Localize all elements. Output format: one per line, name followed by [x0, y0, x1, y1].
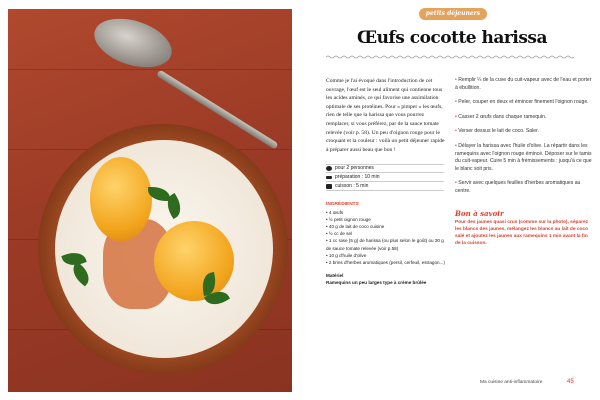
intro-text: Comme je l'ai évoqué dans l'introduction de cet ouvrage, l'œuf est le seul aliment qui contienne tous les acides aminés, ce qui favorise une assimilation optimale de ses protéines. Pour « pimper » les œufs, rien de telle que la harissa que vous pourrez remplacer, si vous préférez, par de la sauce tomate relevée (voir p. 58). Un peu d'oignon rouge pour le croquant et la couleur : voilà un petit déjeuner rapide à préparer aussi beau que bon !: [326, 78, 445, 153]
equipment-text: Ramequins un peu larges type à crème brûlée: [326, 279, 427, 285]
steps: [455, 77, 593, 203]
tip-heading: Bon à savoir: [455, 208, 504, 218]
right-column: [455, 77, 593, 248]
people-icon: [326, 166, 332, 171]
step: • Peler, couper en deux et émincer finement l'oignon rouge.: [455, 99, 589, 106]
equipment: [326, 273, 466, 286]
ingredients: [326, 201, 448, 266]
cook-time: cuisson : 5 min: [335, 182, 369, 189]
step: • Casser 2 œufs dans chaque ramequin.: [455, 113, 547, 120]
spoon: [88, 10, 178, 77]
ingredient-item: • 4 œufs: [326, 209, 344, 215]
knife-icon: [326, 176, 332, 179]
ingredient-item: • 2 brins d'herbes aromatiques (persil, cerfeuil, estragon...): [326, 259, 445, 265]
recipe-photo: [8, 9, 292, 392]
page-number: 45: [567, 379, 574, 385]
pot-icon: [326, 184, 332, 189]
ingredient-item: • 1 cc rase (5 g) de harissa (ou plus selon le goût) ou 30 g de sauce tomate relevée (voir p.58): [326, 238, 444, 251]
equipment-heading: Matériel: [326, 273, 344, 279]
yolk: [154, 221, 234, 301]
yolk: [90, 157, 152, 241]
ingredient-item: • 10 g d'huile d'olive: [326, 252, 367, 258]
prep-time: préparation : 10 min: [335, 173, 380, 180]
tip-text: Pour des jaunes quasi crus (comme sur la photo), séparez les blancs des jaunes, mélangez les blancs au lait de coco salé et ajoutez les jaunes aux ramequins 1 min avant la fin de la cuisson.: [455, 219, 589, 247]
wavy-divider: [326, 55, 574, 59]
ingredient-item: • ½ cc de sel: [326, 231, 353, 237]
ingredients-heading: INGRÉDIENTS: [326, 202, 359, 208]
recipe-title: Œufs cocotte harissa: [357, 28, 547, 48]
tip-box: [455, 209, 593, 248]
step: • Servir avec quelques feuilles d'herbes aromatiques au centre.: [455, 180, 581, 194]
servings: pour 2 personnes: [335, 165, 374, 172]
step: • Délayer la harissa avec l'huile d'olive. La répartir dans les ramequins avec l'oignon rouge émincé. Déposer sur le tamis du cuit-vapeur. Cuire 5 min à frémissements : jusqu'à ce que le blanc soit pris.: [455, 142, 592, 172]
ingredient-item: • 40 g de lait de coco cuisine: [326, 223, 385, 229]
step: • Verser dessus le lait de coco. Saler.: [455, 128, 539, 135]
left-column: [326, 77, 448, 286]
category-badge: petits déjeuners: [419, 8, 487, 20]
recipe-meta: [326, 164, 444, 191]
footer-book-title: Ma cuisine anti-inflammatoire: [480, 380, 543, 385]
step: • Remplir ¼ de la cuve du cuit-vapeur avec de l'eau et porter à ébullition.: [455, 77, 592, 91]
ingredient-item: • ½ petit oignon rouge: [326, 216, 371, 222]
